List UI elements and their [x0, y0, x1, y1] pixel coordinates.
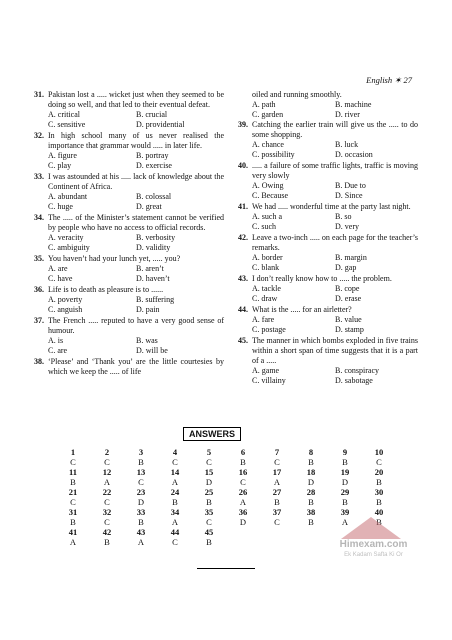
question-options	[238, 315, 418, 335]
question	[34, 213, 224, 253]
answer-number: 14	[170, 467, 180, 477]
question-options	[34, 264, 224, 284]
option: A. border	[252, 253, 283, 262]
answer-number: 38	[306, 507, 316, 517]
answer-key: C	[206, 457, 212, 467]
question-options	[238, 181, 418, 201]
answer-number: 39	[340, 507, 350, 517]
question-number: 33.	[34, 172, 44, 181]
question-number: 45.	[238, 336, 248, 345]
answer-key: B	[138, 457, 144, 467]
option: C. villainy	[252, 376, 286, 385]
answer-number: 26	[238, 487, 248, 497]
answer-number: 18	[306, 467, 316, 477]
question-number: 38.	[34, 357, 44, 366]
answer-key: D	[341, 477, 349, 487]
question	[238, 274, 418, 304]
answer-number: 19	[340, 467, 350, 477]
option: A. path	[252, 100, 276, 109]
option: B. colossal	[136, 192, 172, 201]
answer-number: 28	[306, 487, 316, 497]
answer-key: B	[104, 537, 110, 547]
answer-key: A	[171, 517, 179, 527]
option: C. garden	[252, 110, 284, 119]
answer-key: C	[274, 457, 280, 467]
question	[34, 131, 224, 171]
answer-key: C	[172, 457, 178, 467]
option: B. luck	[335, 140, 359, 149]
answer-key: A	[273, 477, 281, 487]
answer-key: B	[376, 517, 382, 527]
option: D. providential	[136, 120, 185, 129]
watermark	[326, 517, 421, 579]
answer-key: D	[239, 517, 247, 527]
question-number: 31.	[34, 90, 44, 99]
watermark-site: Himexam.com	[339, 539, 408, 550]
question-line	[238, 120, 418, 140]
answer-key: C	[138, 477, 144, 487]
answer-key: B	[172, 497, 178, 507]
continuation-options	[238, 100, 418, 120]
option: B. verbosity	[136, 233, 176, 242]
answer-key: C	[104, 517, 110, 527]
answer-number-row	[56, 507, 396, 517]
option: C. blank	[252, 263, 280, 272]
option: A. game	[252, 366, 280, 375]
option: D. river	[335, 110, 360, 119]
question-number: 44.	[238, 305, 248, 314]
option: B. conspiracy	[335, 366, 379, 375]
option: A. are	[48, 264, 68, 273]
answer-key: B	[376, 497, 382, 507]
option: D. sabotage	[335, 376, 373, 385]
answer-number: 12	[102, 467, 112, 477]
question-line	[238, 305, 418, 315]
answer-key: B	[240, 457, 246, 467]
answer-number: 16	[238, 467, 248, 477]
option: B. was	[136, 336, 158, 345]
answer-number: 34	[170, 507, 180, 517]
question-line	[34, 213, 224, 233]
question-text: Leave a two-inch ..... on each page for the teacher’s remarks.	[252, 233, 418, 252]
option: A. figure	[48, 151, 77, 160]
question-options	[34, 151, 224, 171]
answer-key-row	[56, 457, 396, 467]
option: D. will be	[136, 346, 168, 355]
question-text: ..... a failure of some traffic lights, traffic is moving very slowly	[252, 161, 418, 180]
answer-key: A	[137, 537, 145, 547]
question	[238, 305, 418, 335]
option: C. draw	[252, 294, 278, 303]
question-line	[34, 285, 224, 295]
answer-number: 45	[204, 527, 214, 537]
question-line	[34, 316, 224, 336]
answer-number: 31	[68, 507, 78, 517]
answer-number: 40	[374, 507, 384, 517]
question-number: 41.	[238, 202, 248, 211]
question-options	[238, 366, 418, 386]
answer-key: D	[205, 477, 213, 487]
answer-key: B	[206, 537, 212, 547]
answer-number: 32	[102, 507, 112, 517]
watermark-tagline: Ek Kadam Safta Ki Or	[344, 552, 403, 558]
option: C. postage	[252, 325, 286, 334]
option: B. crucial	[136, 110, 168, 119]
answer-key: C	[104, 457, 110, 467]
question-text: Catching the earlier train will give us the ..... to do some shopping.	[252, 120, 418, 139]
option: D. pain	[136, 305, 160, 314]
answer-number: 23	[136, 487, 146, 497]
question-text: I don’t really know how to ..... the problem.	[252, 274, 392, 283]
answer-key-row	[56, 477, 396, 487]
question	[34, 316, 224, 356]
answer-key: C	[70, 457, 76, 467]
answer-key: B	[70, 517, 76, 527]
question	[34, 254, 224, 284]
question-options	[238, 140, 418, 160]
answer-number: 9	[342, 447, 348, 457]
option: B. value	[335, 315, 362, 324]
answer-number: 43	[136, 527, 146, 537]
answer-key: C	[206, 517, 212, 527]
answer-key: D	[307, 477, 315, 487]
answer-key: A	[171, 477, 179, 487]
question-line	[34, 90, 224, 110]
answer-key: C	[104, 497, 110, 507]
question-options	[34, 233, 224, 253]
answer-key: B	[376, 477, 382, 487]
answer-number: 10	[374, 447, 384, 457]
option: B. aren’t	[136, 264, 164, 273]
question-options	[34, 110, 224, 130]
question-number: 39.	[238, 120, 248, 129]
question	[34, 90, 224, 130]
option: C. sensitive	[48, 120, 86, 129]
answer-number: 7	[274, 447, 280, 457]
question-text: Life is to death as pleasure is to ......	[48, 285, 164, 294]
option: A. abundant	[48, 192, 88, 201]
answer-number: 37	[272, 507, 282, 517]
question-number: 37.	[34, 316, 44, 325]
answer-number: 30	[374, 487, 384, 497]
question	[238, 233, 418, 273]
question-number: 36.	[34, 285, 44, 294]
answer-number: 41	[68, 527, 78, 537]
option: D. validity	[136, 243, 171, 252]
option: C. huge	[48, 202, 73, 211]
question-number: 32.	[34, 131, 44, 140]
answer-key: B	[206, 497, 212, 507]
option: A. tackle	[252, 284, 281, 293]
question-options	[34, 336, 224, 356]
answer-key: B	[342, 457, 348, 467]
option: C. anguish	[48, 305, 83, 314]
left-question-column	[34, 90, 224, 378]
answer-key-row	[56, 497, 396, 507]
question-text: Pakistan lost a ..... wicket just when they seemed to be doing so well, and that led to their eventual defeat.	[48, 90, 224, 109]
answer-key: C	[376, 457, 382, 467]
option: A. critical	[48, 110, 80, 119]
option: A. such a	[252, 212, 282, 221]
answer-key: C	[70, 497, 76, 507]
answer-number: 13	[136, 467, 146, 477]
option: B. Due to	[335, 181, 366, 190]
answer-number: 42	[102, 527, 112, 537]
option: C. are	[48, 346, 68, 355]
answer-key: C	[172, 537, 178, 547]
answer-number: 24	[170, 487, 180, 497]
option: C. such	[252, 222, 276, 231]
option: B. cope	[335, 284, 360, 293]
option: D. exercise	[136, 161, 172, 170]
question-line	[238, 233, 418, 253]
question-text: The ..... of the Minister’s statement cannot be verified by people who have no access to official records.	[48, 213, 224, 232]
answer-number: 25	[204, 487, 214, 497]
answer-key: B	[308, 497, 314, 507]
answer-number: 4	[172, 447, 178, 457]
question-options	[34, 295, 224, 315]
answer-key: D	[137, 497, 145, 507]
option: D. Since	[335, 191, 363, 200]
question	[238, 120, 418, 160]
option: A. poverty	[48, 295, 83, 304]
option: B. so	[335, 212, 352, 221]
question	[238, 161, 418, 201]
answer-number: 29	[340, 487, 350, 497]
question-line	[238, 274, 418, 284]
question	[34, 285, 224, 315]
question-text: I was astounded at his ..... lack of knowledge about the Continent of Africa.	[48, 172, 224, 191]
question-line	[238, 161, 418, 181]
question-text: What is the ..... for an airletter?	[252, 305, 352, 314]
answer-number: 6	[240, 447, 246, 457]
answer-key: C	[240, 477, 246, 487]
option: D. stamp	[335, 325, 364, 334]
answers-title: ANSWERS	[183, 427, 241, 441]
question-text: The manner in which bombs exploded in five trains within a short span of time suggests that it is a part of a .....	[252, 336, 418, 365]
question-options	[238, 212, 418, 232]
option: D. very	[335, 222, 359, 231]
answer-number-row	[56, 447, 396, 457]
answer-number: 2	[104, 447, 110, 457]
question-options	[238, 253, 418, 273]
question-text: The French ..... reputed to have a very good sense of humour.	[48, 316, 224, 335]
option: B. suffering	[136, 295, 175, 304]
answer-number: 3	[138, 447, 144, 457]
answer-number: 17	[272, 467, 282, 477]
answer-key: A	[69, 537, 77, 547]
question-text: ‘Please’ and ‘Thank you’ are the little courtesies by which we keep the ..... of life	[48, 357, 224, 376]
option: C. play	[48, 161, 72, 170]
answer-number: 22	[102, 487, 112, 497]
option: B. portray	[136, 151, 169, 160]
question-line	[34, 254, 224, 264]
answer-number: 21	[68, 487, 78, 497]
answer-number: 5	[206, 447, 212, 457]
answer-key: B	[342, 497, 348, 507]
answer-key: A	[239, 497, 247, 507]
answer-number: 20	[374, 467, 384, 477]
question-number: 34.	[34, 213, 44, 222]
question-options	[34, 192, 224, 212]
right-question-column	[238, 90, 418, 387]
question-line	[238, 202, 418, 212]
option: C. have	[48, 274, 73, 283]
answer-key: B	[308, 457, 314, 467]
option: A. Owing	[252, 181, 284, 190]
answer-number-row	[56, 487, 396, 497]
option: A. is	[48, 336, 64, 345]
answer-number: 33	[136, 507, 146, 517]
question-line	[34, 131, 224, 151]
option: A. chance	[252, 140, 284, 149]
option: D. gap	[335, 263, 357, 272]
answer-number: 35	[204, 507, 214, 517]
option: C. possibility	[252, 150, 295, 159]
question	[238, 202, 418, 232]
option: A. fare	[252, 315, 275, 324]
answer-key: B	[308, 517, 314, 527]
question	[34, 172, 224, 212]
option: D. occasion	[335, 150, 373, 159]
answer-key: C	[274, 517, 280, 527]
answer-number: 8	[308, 447, 314, 457]
answer-key: B	[138, 517, 144, 527]
answer-number: 44	[170, 527, 180, 537]
question-text: You haven’t had your lunch yet, ..... you?	[48, 254, 181, 263]
answer-key: B	[274, 497, 280, 507]
answer-number: 1	[70, 447, 76, 457]
answer-key: A	[341, 517, 349, 527]
question-text: In high school many of us never realised the importance that grammar would ..... in later life.	[48, 131, 224, 150]
page-header: English ✶ 27	[366, 75, 412, 85]
answer-number: 15	[204, 467, 214, 477]
answer-key: B	[70, 477, 76, 487]
question-line	[34, 172, 224, 192]
question-number: 35.	[34, 254, 44, 263]
answer-number: 27	[272, 487, 282, 497]
answer-number-row	[56, 467, 396, 477]
question-number: 43.	[238, 274, 248, 283]
question-number: 40.	[238, 161, 248, 170]
question-line	[34, 357, 224, 377]
section-rule	[197, 568, 255, 569]
answer-number: 36	[238, 507, 248, 517]
question-options	[238, 284, 418, 304]
mountain-logo-icon	[341, 517, 401, 539]
answer-number: 11	[68, 467, 78, 477]
option: A. veracity	[48, 233, 84, 242]
option: D. haven’t	[136, 274, 170, 283]
question	[34, 357, 224, 377]
question-continuation: oiled and running smoothly.	[252, 90, 342, 99]
question	[238, 336, 418, 386]
option: B. machine	[335, 100, 372, 109]
option: B. margin	[335, 253, 367, 262]
option: D. erase	[335, 294, 362, 303]
option: C. Because	[252, 191, 288, 200]
option: C. ambiguity	[48, 243, 90, 252]
answer-key: A	[103, 477, 111, 487]
option: D. great	[136, 202, 162, 211]
question-number: 42.	[238, 233, 248, 242]
question-line	[238, 336, 418, 366]
question-text: We had ..... wonderful time at the party last night.	[252, 202, 411, 211]
